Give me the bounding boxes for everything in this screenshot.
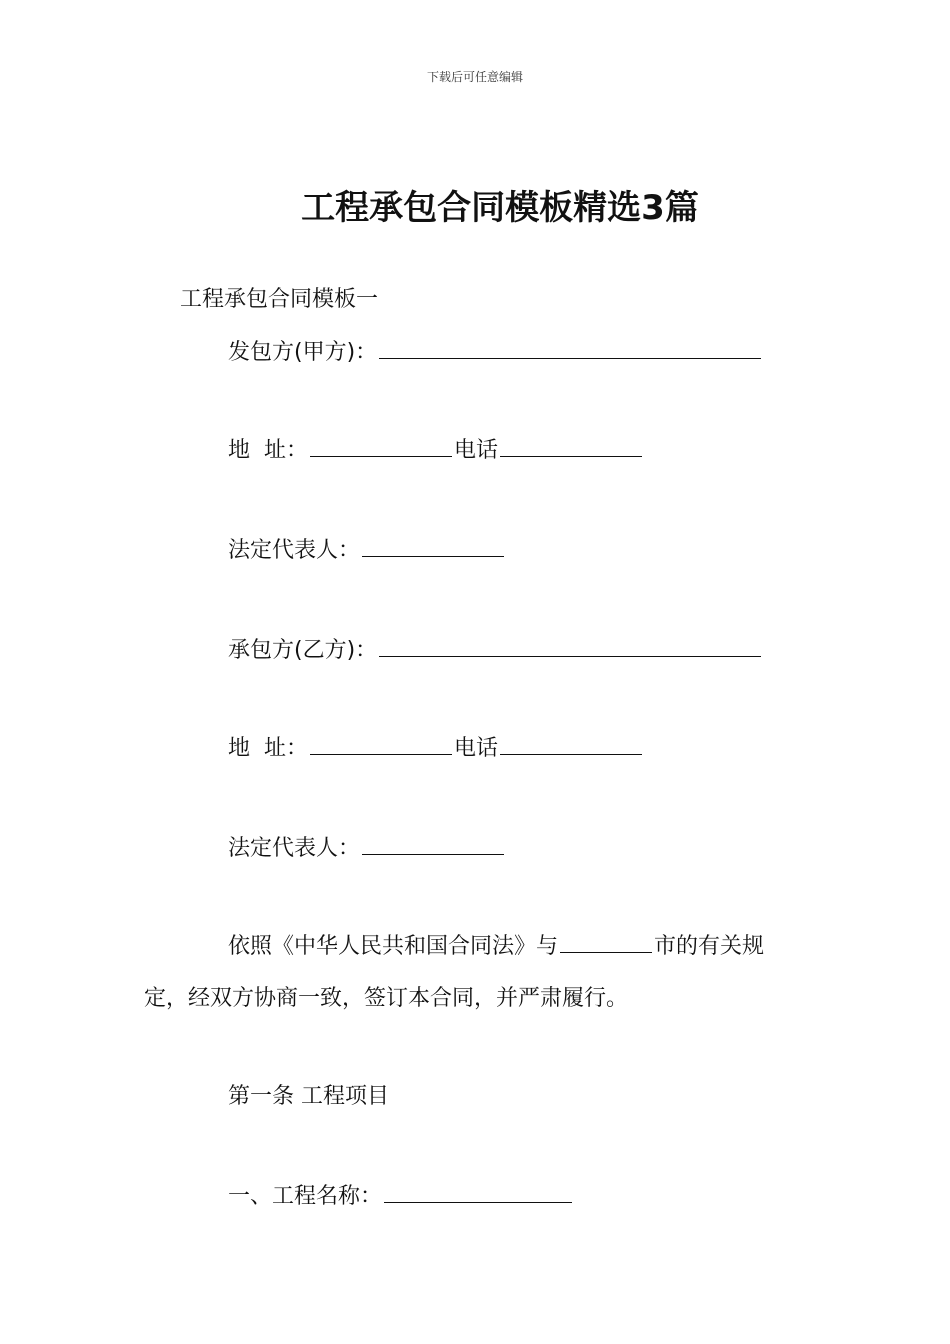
article-1-heading: 第一条 工程项目 — [228, 1084, 389, 1109]
preamble-line-1 — [228, 930, 764, 962]
project-name-label: 一、工程名称： — [228, 1184, 383, 1209]
party-a-blank[interactable] — [379, 336, 761, 359]
party-b-line — [228, 634, 763, 666]
party-a-address-blank[interactable] — [310, 434, 452, 457]
party-b-phone-label: 电话 — [454, 736, 499, 761]
preamble-line-2: 定，经双方协商一致，签订本合同，并严肃履行。 — [144, 986, 629, 1011]
party-b-rep-line — [228, 832, 506, 864]
section-subtitle: 工程承包合同模板一 — [180, 287, 379, 312]
party-b-blank[interactable] — [379, 634, 761, 657]
party-a-rep-label: 法定代表人： — [228, 538, 361, 563]
party-a-rep-line — [228, 534, 506, 566]
party-b-rep-label: 法定代表人： — [228, 836, 361, 861]
header-note: 下载后可任意编辑 — [426, 70, 523, 84]
project-name-blank[interactable] — [384, 1180, 572, 1203]
party-b-phone-blank[interactable] — [500, 732, 642, 755]
party-b-address-line — [228, 732, 644, 764]
party-a-rep-blank[interactable] — [362, 534, 504, 557]
party-b-label: 承包方(乙方)： — [228, 638, 378, 663]
preamble-part1: 依照《中华人民共和国合同法》与 — [228, 934, 559, 959]
party-a-address-line — [228, 434, 644, 466]
party-a-address-label: 地 址： — [228, 438, 308, 463]
party-b-rep-blank[interactable] — [362, 832, 504, 855]
preamble-part2: 市的有关规 — [654, 934, 765, 959]
project-name-line — [228, 1180, 574, 1212]
city-blank[interactable] — [560, 930, 652, 953]
party-a-label: 发包方(甲方)： — [228, 340, 378, 365]
party-b-address-label: 地 址： — [228, 736, 308, 761]
party-a-phone-label: 电话 — [454, 438, 499, 463]
party-a-line — [228, 336, 763, 368]
party-b-address-blank[interactable] — [310, 732, 452, 755]
party-a-phone-blank[interactable] — [500, 434, 642, 457]
document-title: 工程承包合同模板精选3篇 — [301, 188, 699, 228]
